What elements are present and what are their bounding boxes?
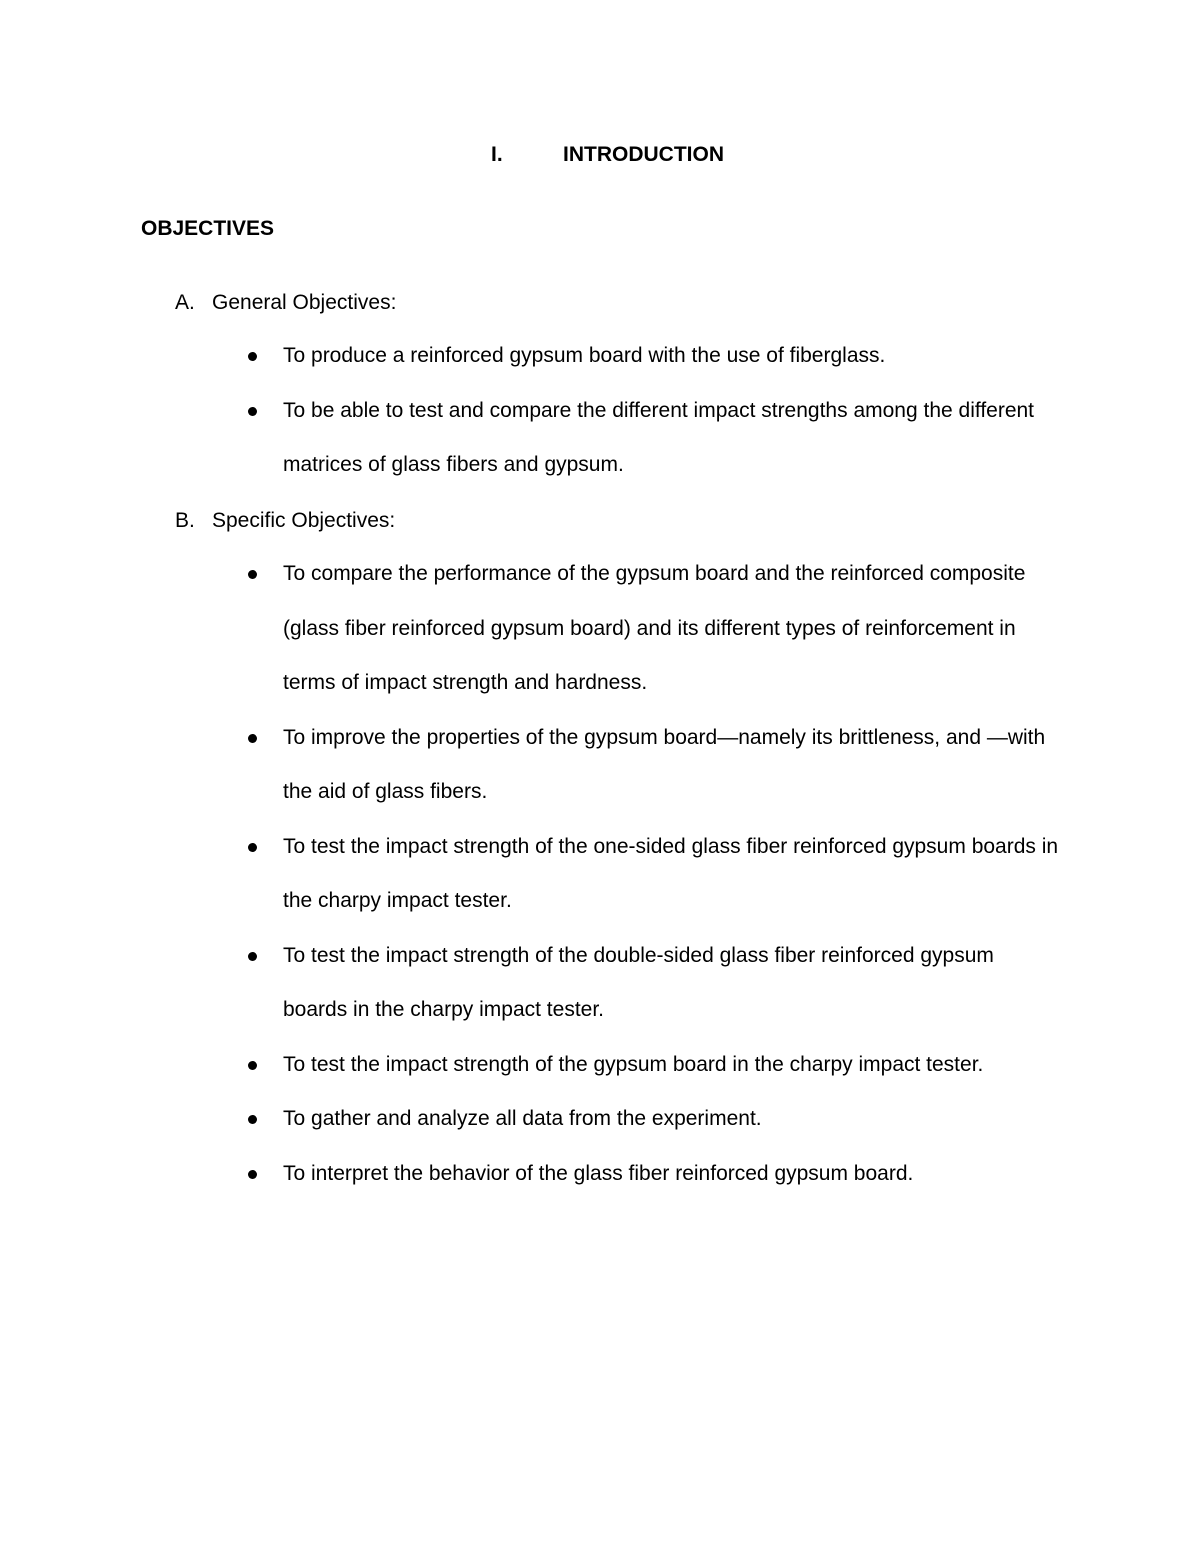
list-item	[243, 820, 1063, 929]
list-item-text: To improve the properties of the gypsum board—namely its brittleness, and —with the aid of glass fibers.	[283, 725, 1046, 803]
bullet-icon	[248, 952, 257, 961]
list-item	[243, 711, 1063, 820]
section-specific-objectives	[175, 506, 395, 536]
list-item-text: To produce a reinforced gypsum board with the use of fiberglass.	[283, 344, 886, 367]
list-item-text: To test the impact strength of the one-sided glass fiber reinforced gypsum boards in the charpy impact tester.	[283, 834, 1059, 912]
list-item-text: To compare the performance of the gypsum board and the reinforced composite (glass fiber reinforced gypsum board) and its different types of reinforcement in terms of impact strength and hardness.	[283, 562, 1026, 694]
section-letter: B.	[175, 509, 195, 532]
list-item-text: To gather and analyze all data from the experiment.	[283, 1107, 762, 1130]
list-item-text: To test the impact strength of the gypsum board in the charpy impact tester.	[283, 1052, 984, 1076]
list-item	[243, 384, 1063, 493]
list-item	[243, 547, 1063, 711]
list-item-text: To interpret the behavior of the glass fiber reinforced gypsum board.	[283, 1161, 914, 1185]
bullet-icon	[248, 407, 257, 416]
section-letter: A.	[175, 291, 195, 314]
section-title: Specific Objectives:	[212, 509, 396, 532]
section-general-objectives	[175, 288, 396, 318]
section-heading	[0, 143, 1200, 173]
list-item	[243, 1038, 1063, 1093]
list-item-text: To be able to test and compare the different impact strengths among the different matrices of glass fibers and gypsum.	[283, 398, 1035, 476]
list-item	[243, 929, 1063, 1038]
bullet-icon	[248, 843, 257, 852]
section-title: General Objectives:	[212, 291, 397, 314]
specific-objectives-list	[243, 547, 1063, 1201]
general-objectives-list	[243, 329, 1063, 493]
bullet-icon	[248, 352, 257, 361]
bullet-icon	[248, 570, 257, 579]
bullet-icon	[248, 1115, 257, 1124]
list-item-text: To test the impact strength of the double-sided glass fiber reinforced gypsum boards in the charpy impact tester.	[283, 943, 994, 1021]
bullet-icon	[248, 1061, 257, 1070]
list-item	[243, 1147, 1063, 1202]
heading-title: INTRODUCTION	[563, 143, 724, 166]
list-item	[243, 329, 1063, 384]
heading-number: I.	[491, 143, 503, 166]
list-item	[243, 1092, 1063, 1147]
bullet-icon	[248, 734, 257, 743]
objectives-title: OBJECTIVES	[141, 217, 275, 240]
bullet-icon	[248, 1170, 257, 1179]
